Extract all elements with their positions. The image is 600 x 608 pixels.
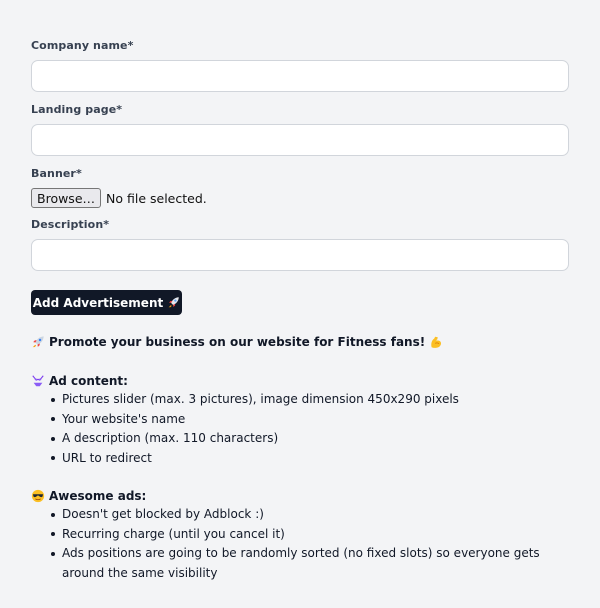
awesome-ads-list xyxy=(62,505,562,583)
ad-content-title: Ad content: xyxy=(49,374,128,388)
list-item: Your website's name xyxy=(62,410,562,430)
awesome-ads-title: Awesome ads: xyxy=(49,489,147,503)
add-advertisement-button[interactable] xyxy=(31,290,182,315)
sunglasses-face-icon xyxy=(31,489,45,503)
rocket-icon xyxy=(167,296,180,309)
banner-file-input[interactable] xyxy=(31,187,207,209)
list-item: Pictures slider (max. 3 pictures), image dimension 450x290 pixels xyxy=(62,390,562,410)
flexed-biceps-icon xyxy=(429,335,443,349)
banner-label: Banner* xyxy=(31,167,82,180)
promo-text: Promote your business on our website for Fitness fans! xyxy=(49,335,426,349)
ad-content-heading xyxy=(31,374,128,388)
awesome-ads-heading xyxy=(31,489,146,503)
add-advertisement-label: Add Advertisement xyxy=(32,295,164,310)
list-item: URL to redirect xyxy=(62,449,562,469)
description-input[interactable] xyxy=(31,239,569,271)
promo-line xyxy=(31,335,443,349)
file-status-text: No file selected. xyxy=(106,190,207,206)
list-item: Recurring charge (until you cancel it) xyxy=(62,525,562,545)
list-item: Ads positions are going to be randomly sorted (no fixed slots) so everyone gets around the same visibility xyxy=(62,544,562,583)
company-name-input[interactable] xyxy=(31,60,569,92)
bikini-icon xyxy=(31,374,45,388)
company-name-label: Company name* xyxy=(31,39,134,52)
rocket-icon xyxy=(31,335,45,349)
list-item: Doesn't get blocked by Adblock :) xyxy=(62,505,562,525)
description-label: Description* xyxy=(31,218,110,231)
landing-page-input[interactable] xyxy=(31,124,569,156)
ad-content-list xyxy=(62,390,562,468)
browse-button[interactable]: Browse… xyxy=(31,188,101,208)
list-item: A description (max. 110 characters) xyxy=(62,429,562,449)
landing-page-label: Landing page* xyxy=(31,103,123,116)
